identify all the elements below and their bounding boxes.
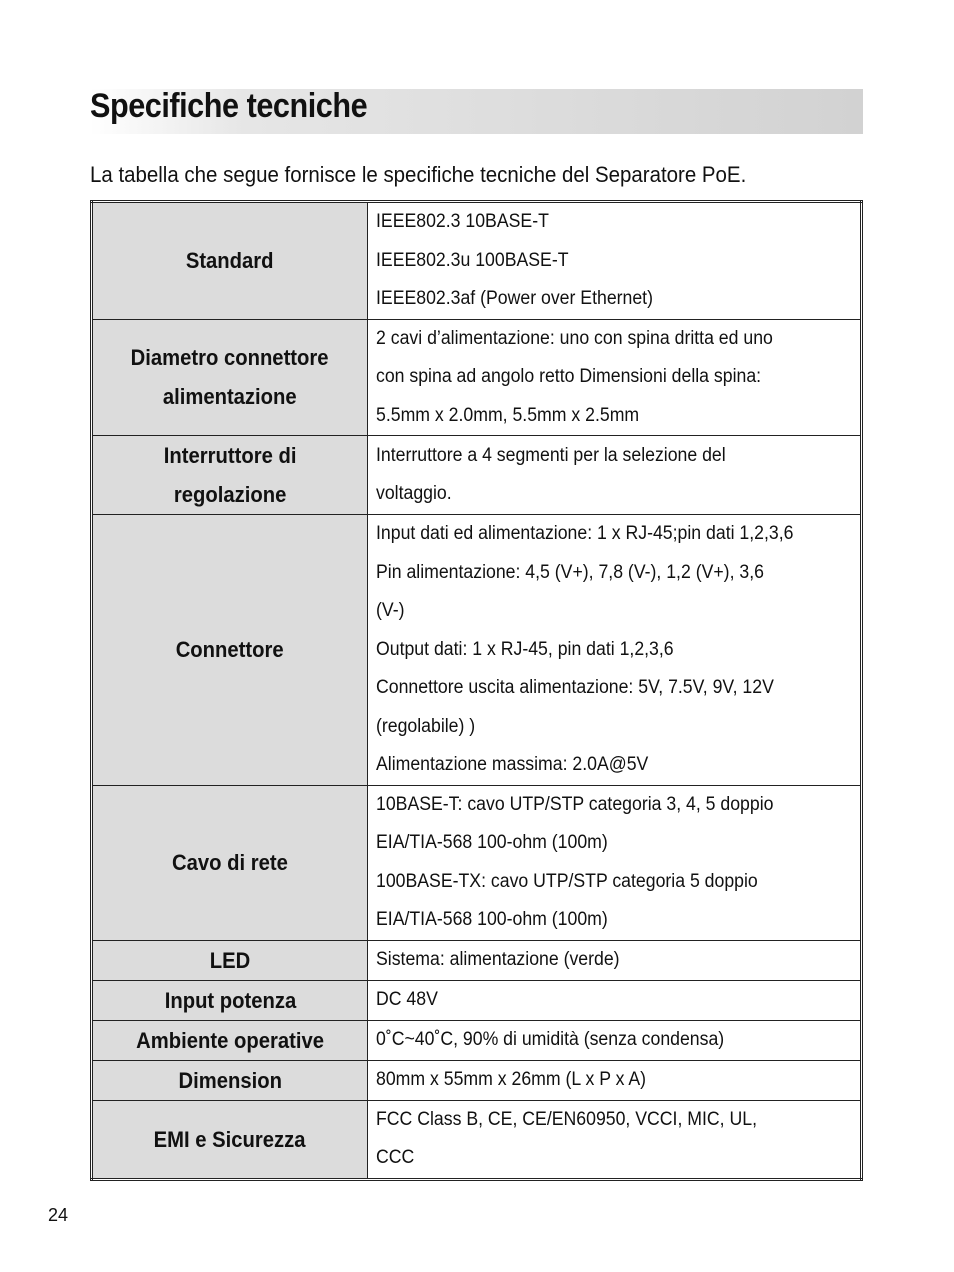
table-row [92,785,862,940]
table-row [92,940,862,980]
spec-value-line: IEEE802.3 10BASE-T [376,211,549,232]
spec-value [368,940,862,980]
spec-value-line: 0˚C~40˚C, 90% di umidità (senza condensa) [376,1028,725,1050]
spec-value-line: 5.5mm x 2.0mm, 5.5mm x 2.5mm [376,404,640,426]
spec-label [92,940,368,980]
spec-value-line: (V-) [376,600,405,621]
table-row [92,319,862,436]
table-row [92,1060,862,1100]
spec-value-line: CCC [376,1147,415,1168]
spec-value [368,1060,862,1100]
spec-value-line: voltaggio. [376,483,452,504]
spec-value-line: FCC Class B, CE, CE/EN60950, VCCI, MIC, UL, [376,1108,757,1130]
spec-label-line: Ambiente operative [136,1027,324,1053]
spec-label-line: Input potenza [164,987,296,1013]
spec-label [92,436,368,515]
spec-table [90,200,863,1181]
spec-label-line: Connettore [176,637,284,663]
spec-label [92,1020,368,1060]
table-row [92,202,862,320]
spec-label [92,785,368,940]
spec-label [92,515,368,786]
spec-value-line: Interruttore a 4 segmenti per la selezione del [376,444,726,466]
spec-value-line: 100BASE-TX: cavo UTP/STP categoria 5 doppio [376,870,758,892]
table-row [92,980,862,1020]
spec-value-line: 2 cavi d’alimentazione: uno con spina dritta ed uno [376,327,773,349]
spec-value-line: Input dati ed alimentazione: 1 x RJ-45;pin dati 1,2,3,6 [376,523,794,544]
spec-value [368,980,862,1020]
table-row [92,515,862,786]
table-row [92,1020,862,1060]
spec-value-line: IEEE802.3af (Power over Ethernet) [376,288,653,309]
spec-value-line: 10BASE-T: cavo UTP/STP categoria 3, 4, 5 doppio [376,793,774,815]
spec-value-line: Pin alimentazione: 4,5 (V+), 7,8 (V-), 1,2 (V+), 3,6 [376,561,764,583]
spec-value [368,202,862,320]
spec-value-line: Sistema: alimentazione (verde) [376,948,620,970]
spec-label [92,319,368,436]
spec-value-line: Alimentazione massima: 2.0A@5V [376,754,649,775]
spec-value-line: EIA/TIA-568 100-ohm (100m) [376,909,608,930]
spec-label [92,1100,368,1179]
spec-label-line: Diametro connettore [131,345,329,371]
spec-label-line: Interruttore di [163,443,297,468]
intro-paragraph: La tabella che segue fornisce le specifiche tecniche del Separatore PoE. [90,162,747,187]
spec-value-line: con spina ad angolo retto Dimensioni della spina: [376,366,762,387]
page-title: Specifiche tecniche [90,87,368,125]
spec-value-line: DC 48V [376,988,438,1010]
page-number: 24 [48,1205,69,1225]
spec-value-line: (regolabile) ) [376,715,476,737]
spec-value [368,1100,862,1179]
spec-value [368,785,862,940]
spec-value-line: EIA/TIA-568 100-ohm (100m) [376,832,608,853]
spec-value-line: 80mm x 55mm x 26mm (L x P x A) [376,1068,647,1090]
spec-value-line: Output dati: 1 x RJ-45, pin dati 1,2,3,6 [376,638,674,660]
spec-value-line: IEEE802.3u 100BASE-T [376,249,569,271]
spec-label-line: Standard [186,248,274,274]
spec-label [92,980,368,1020]
spec-label-line: alimentazione [163,384,297,410]
spec-label [92,202,368,320]
spec-value [368,436,862,515]
spec-value-line: Connettore uscita alimentazione: 5V, 7.5V, 9V, 12V [376,677,774,698]
spec-value [368,1020,862,1060]
spec-label-line: LED [209,947,251,973]
spec-label-line: regolazione [173,482,287,507]
spec-value [368,319,862,436]
spec-label-line: EMI e Sicurezza [154,1126,306,1152]
table-row [92,436,862,515]
title-bar [90,89,863,134]
table-row [92,1100,862,1179]
spec-label-line: Dimension [178,1067,282,1093]
spec-label [92,1060,368,1100]
spec-label-line: Cavo di rete [172,850,288,875]
spec-value [368,515,862,786]
